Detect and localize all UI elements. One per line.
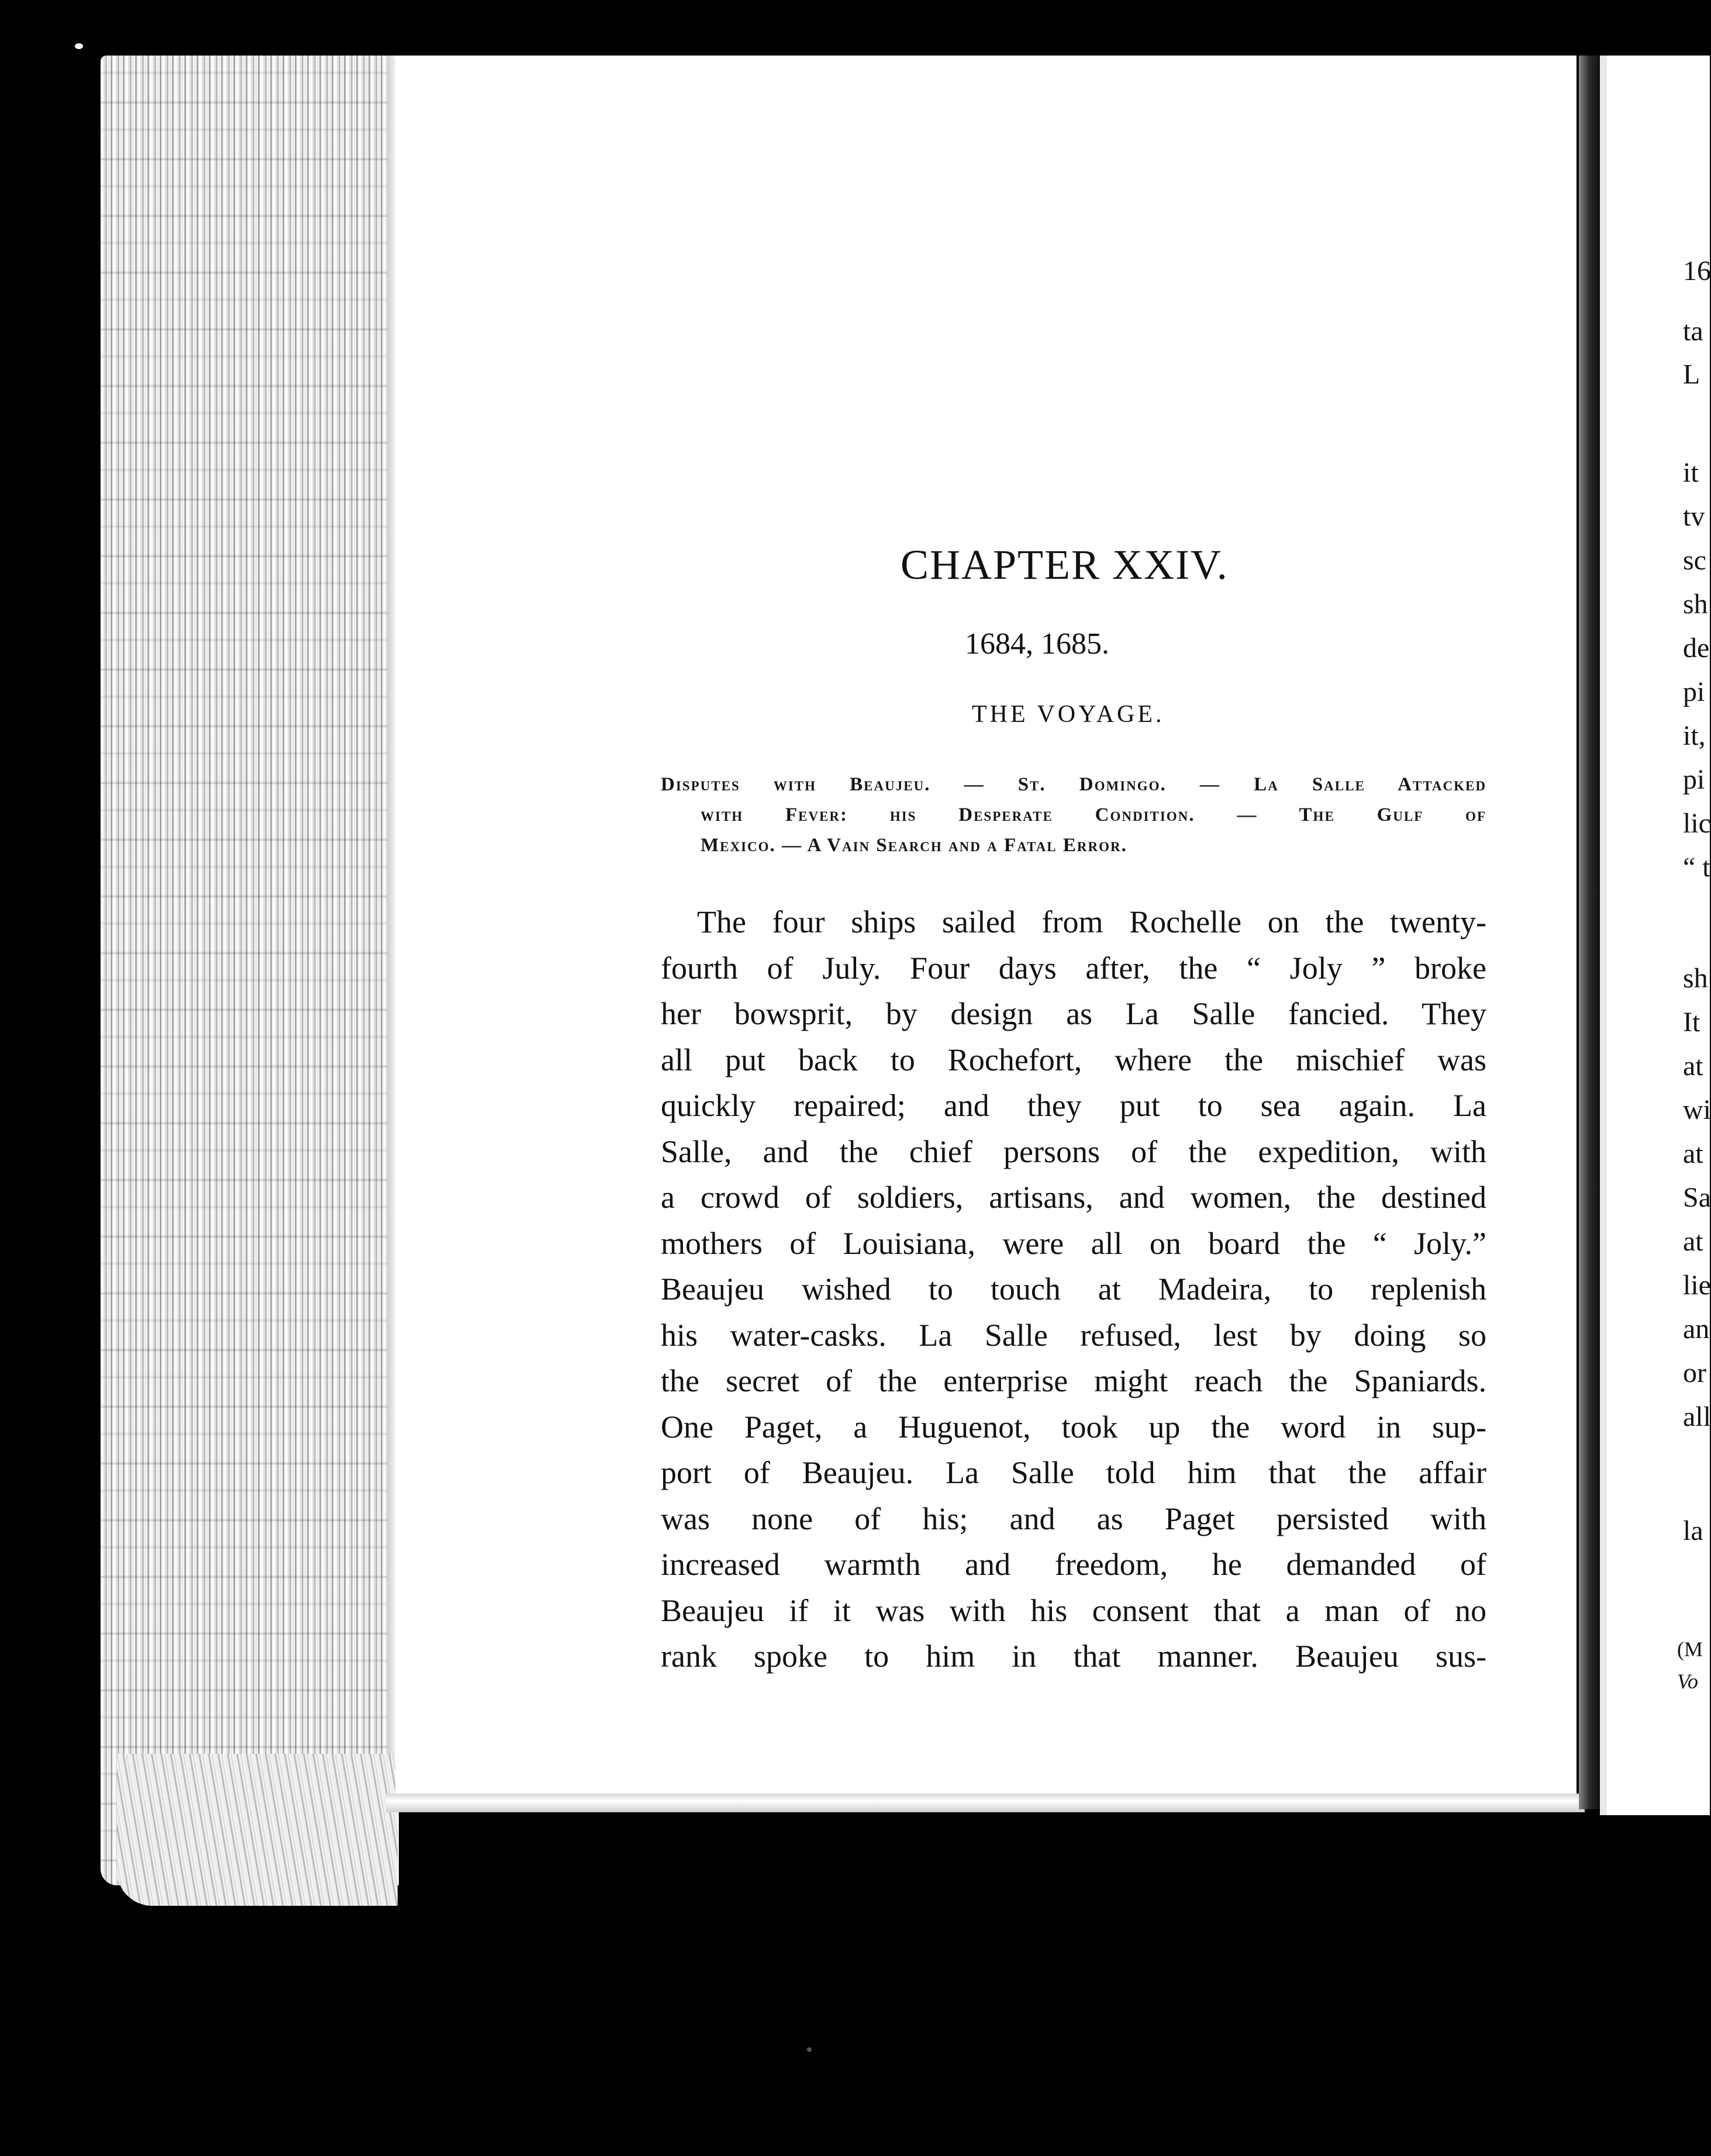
body-line: fourth of July. Four days after, the “ Joly ” broke	[661, 950, 1486, 986]
body-line: increased warmth and freedom, he demanded of	[661, 1547, 1486, 1582]
right-page-line: lic	[1683, 808, 1711, 839]
chapter-summary	[661, 769, 1486, 861]
right-page-line: it	[1683, 457, 1699, 488]
right-page-line: tv	[1683, 501, 1705, 532]
right-page-line: wi	[1683, 1094, 1711, 1125]
right-page-line: It	[1683, 1007, 1700, 1038]
summary-line: Mexico. — A Vain Search and a Fatal Error.	[701, 835, 1127, 856]
right-page-line: ta	[1683, 316, 1703, 347]
scan-speck	[75, 43, 83, 49]
body-line: Beaujeu wished to touch at Madeira, to replenish	[661, 1272, 1486, 1307]
body-line: Salle, and the chief persons of the expedition, with	[661, 1134, 1486, 1169]
right-page-footnote: (M	[1677, 1637, 1703, 1661]
right-page-line: L	[1683, 359, 1700, 390]
body-line: his water-casks. La Salle refused, lest by doing so	[661, 1317, 1486, 1353]
chapter-subtitle: THE VOYAGE.	[972, 701, 1165, 728]
body-line: port of Beaujeu. La Salle told him that the affair	[661, 1455, 1486, 1490]
right-page-line: sc	[1683, 545, 1706, 576]
book-bottom-edge	[117, 1754, 398, 1906]
summary-line: Disputes with Beaujeu. — St. Domingo. — La Salle Attacked	[661, 774, 1486, 795]
body-line: all put back to Rochefort, where the mischief was	[661, 1042, 1486, 1077]
right-page-footnote: Vo	[1677, 1670, 1698, 1693]
body-line: quickly repaired; and they put to sea again. La	[661, 1088, 1486, 1123]
right-page-line: de	[1683, 633, 1710, 664]
chapter-years: 1684, 1685.	[965, 627, 1109, 661]
right-page-line: sh	[1683, 589, 1708, 620]
body-line: Beaujeu if it was with his consent that a man of no	[661, 1592, 1486, 1628]
body-line: the secret of the enterprise might reach the Spaniards.	[661, 1363, 1486, 1398]
right-page-line: an	[1683, 1314, 1710, 1345]
body-line: The four ships sailed from Rochelle on the twenty-	[697, 904, 1486, 939]
right-page-line: it,	[1683, 720, 1706, 751]
chapter-title: CHAPTER XXIV.	[901, 541, 1229, 588]
right-page-line: all	[1683, 1401, 1711, 1432]
right-page-header: 16	[1683, 255, 1711, 286]
right-page-line: or	[1683, 1357, 1706, 1388]
body-line: mothers of Louisiana, were all on board the “ Joly.”	[661, 1225, 1486, 1261]
scan-speck	[807, 2047, 812, 2052]
body-line: her bowsprit, by design as La Salle fancied. They	[661, 996, 1486, 1031]
book-page-edges	[101, 56, 399, 1885]
right-page-line: at	[1683, 1226, 1703, 1257]
right-page-line: la	[1683, 1515, 1703, 1546]
body-line: a crowd of soldiers, artisans, and women, the destined	[661, 1180, 1486, 1215]
body-text	[661, 899, 1486, 1680]
body-line: One Paget, a Huguenot, took up the word in sup-	[661, 1409, 1486, 1445]
right-page-line: at	[1683, 1051, 1703, 1082]
body-line: was none of his; and as Paget persisted with	[661, 1501, 1486, 1536]
right-page-line: lie	[1683, 1270, 1711, 1301]
right-page-line: sh	[1683, 963, 1708, 994]
right-page-fragment	[1600, 56, 1710, 1815]
right-page-line: Sa	[1683, 1182, 1711, 1213]
right-page-line: “ t	[1683, 852, 1710, 883]
summary-line: with Fever: his Desperate Condition. — The Gulf of	[701, 804, 1486, 825]
body-line: rank spoke to him in that manner. Beaujeu sus-	[661, 1639, 1486, 1674]
right-page-line: at	[1683, 1138, 1703, 1169]
page-bottom-edge	[386, 1794, 1585, 1812]
right-page-line: pi	[1683, 764, 1705, 795]
book-gutter	[1579, 56, 1600, 1809]
right-page-line: pi	[1683, 676, 1705, 707]
